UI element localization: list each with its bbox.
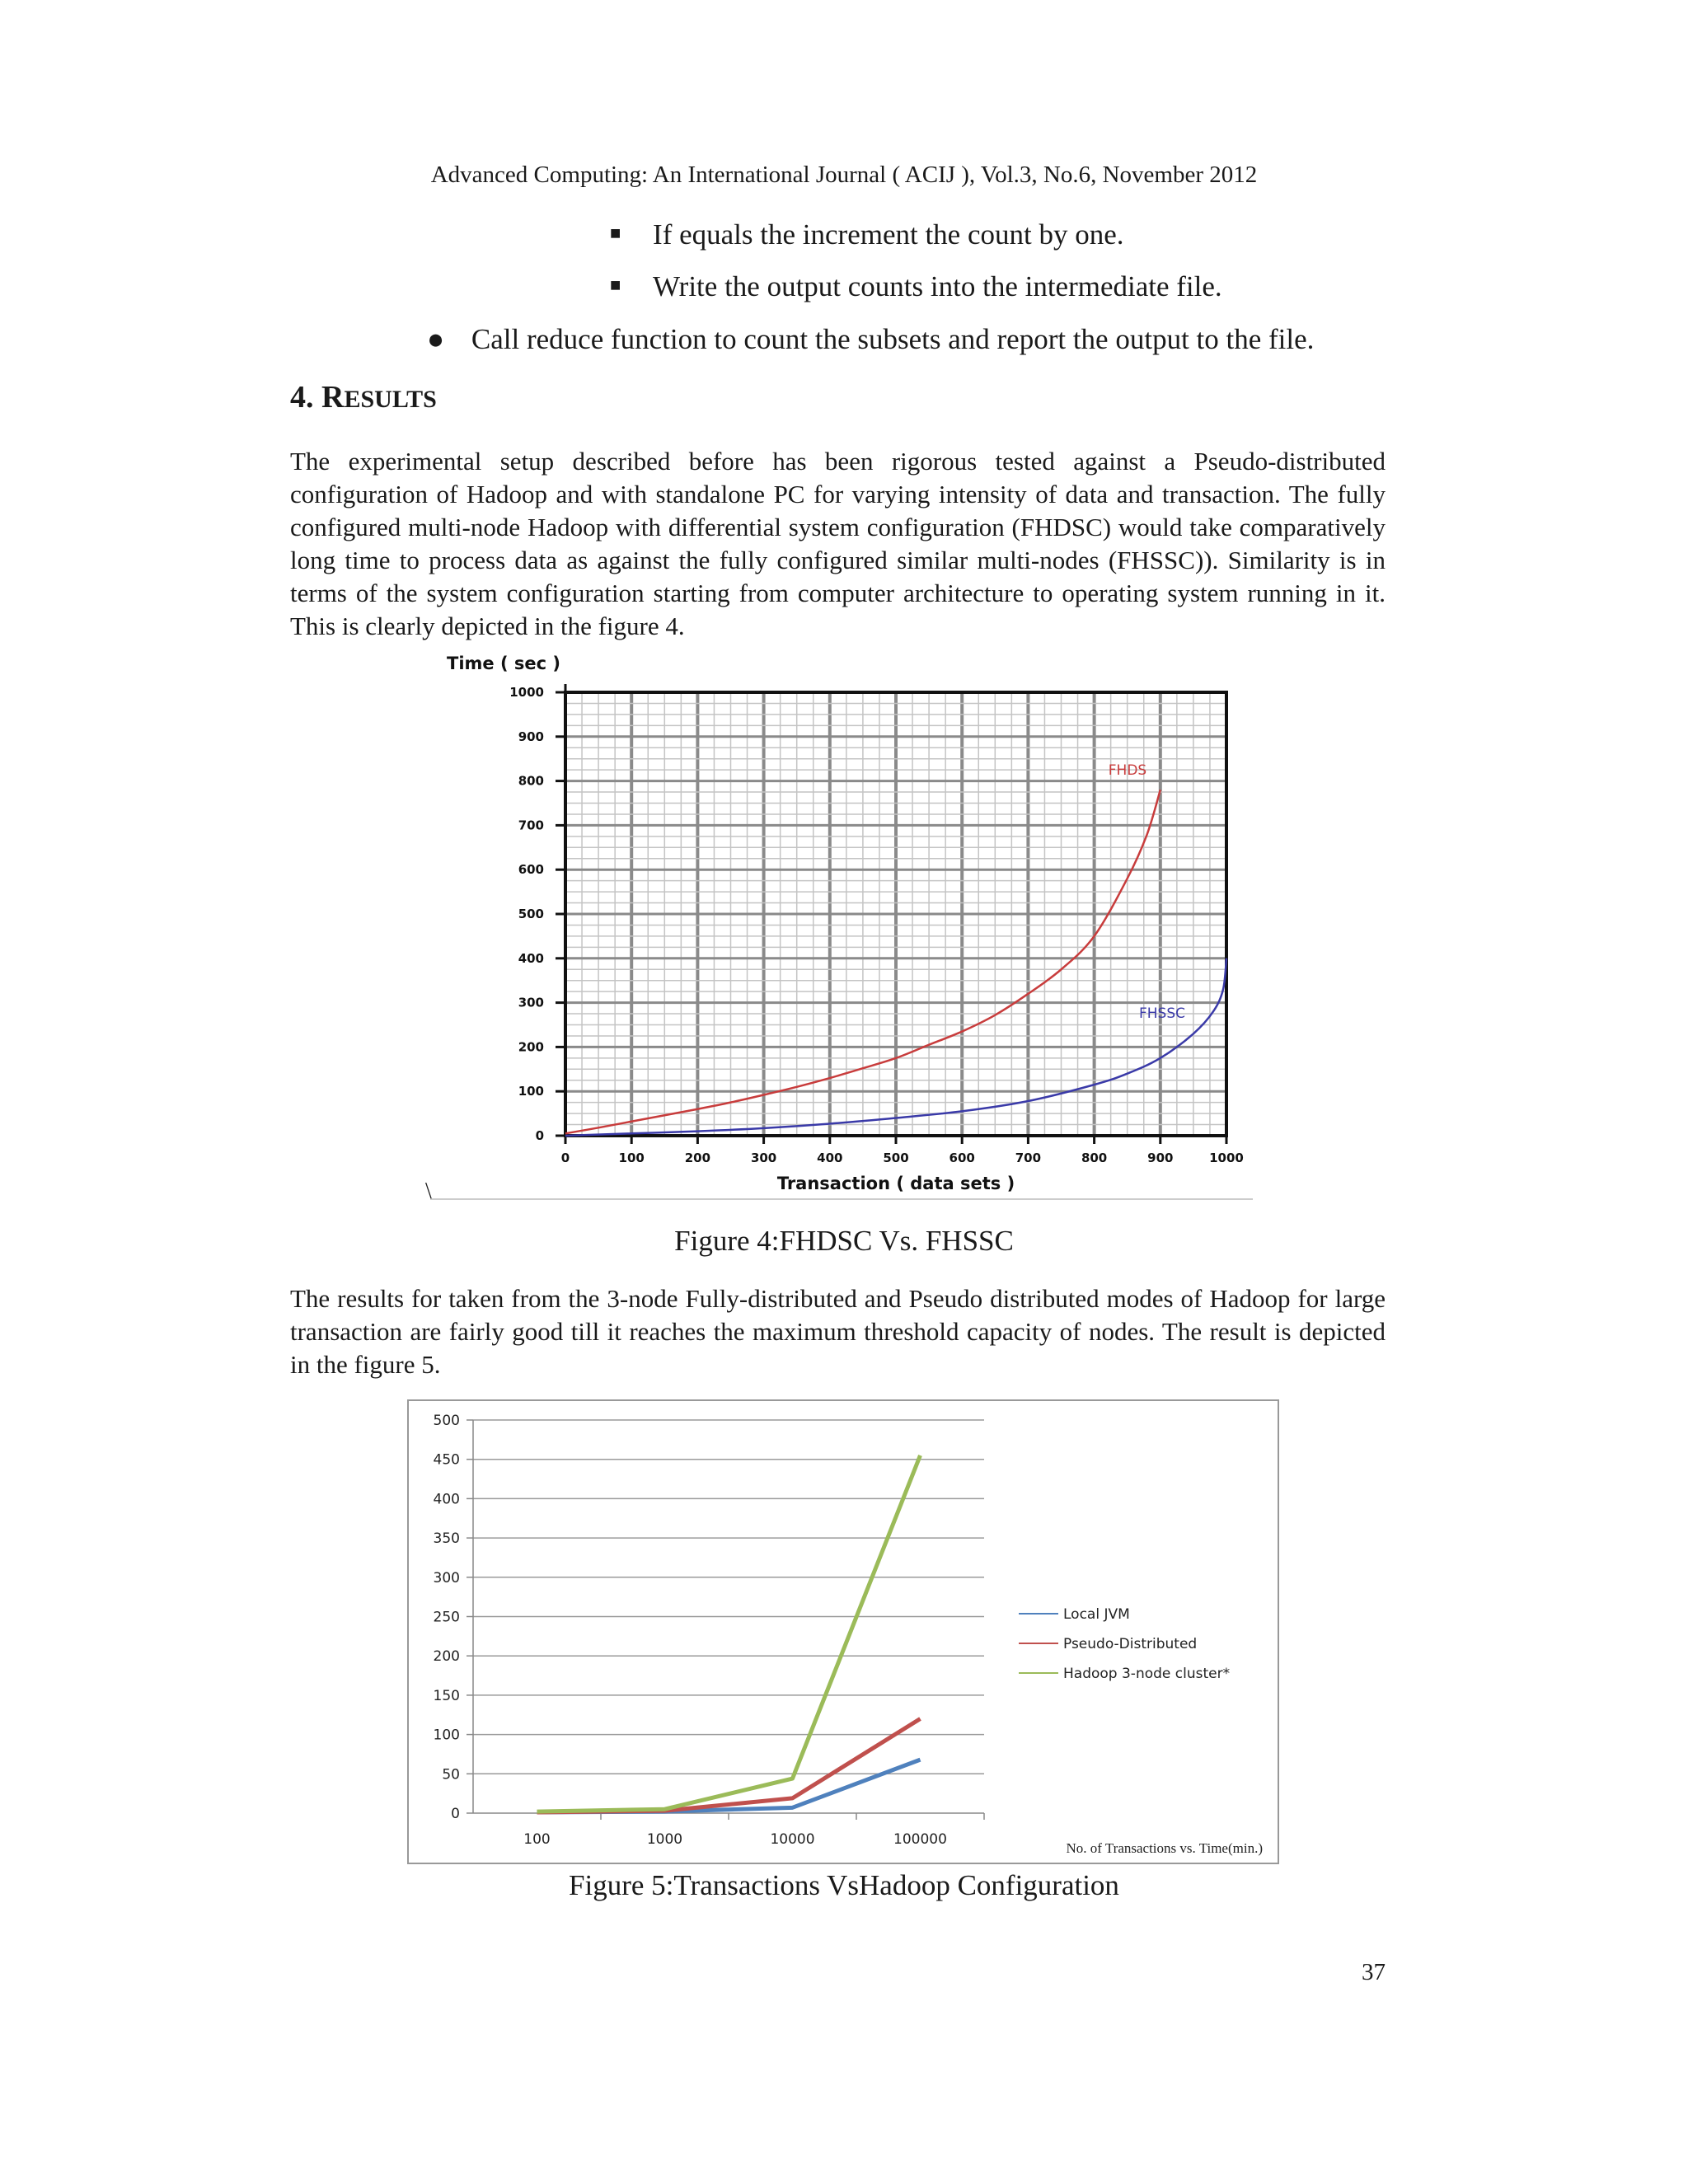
stray-mark: \ (425, 1179, 432, 1204)
figure-4-chart (412, 651, 1269, 1212)
x-tick-label: 500 (883, 1151, 909, 1165)
x-tick-label: 100 (523, 1831, 551, 1848)
square-bullet-icon: ■ (610, 223, 621, 243)
y-tick-label: 0 (535, 1128, 544, 1143)
figure-5-caption: Figure 5:Transactions VsHadoop Configuration (569, 1869, 1119, 1901)
y-tick-label: 450 (433, 1451, 460, 1469)
section-title-first: R (321, 380, 345, 415)
figure-4-caption: Figure 4:FHDSC Vs. FHSSC (674, 1225, 1014, 1257)
y-tick-label: 300 (518, 995, 544, 1010)
y-tick-label: 100 (518, 1084, 544, 1099)
y-tick-label: 400 (518, 950, 544, 966)
square-bullet-icon: ■ (610, 274, 621, 295)
sub-bullet-text: Write the output counts into the intermediate file. (653, 270, 1222, 302)
main-bullet-text: Call reduce function to count the subsets and report the output to the file. (471, 323, 1315, 355)
y-tick-label: 500 (433, 1413, 460, 1429)
y-tick-label: 300 (433, 1569, 460, 1586)
y-axis-label: Time ( sec ) (447, 654, 560, 673)
main-bullet (427, 323, 1314, 356)
y-tick-label: 150 (433, 1687, 460, 1704)
y-tick-label: 1000 (509, 685, 544, 700)
y-tick-label: 700 (518, 818, 544, 833)
x-tick-label: 600 (949, 1151, 975, 1165)
y-tick-label: 600 (518, 862, 544, 878)
y-tick-label: 800 (518, 773, 544, 789)
x-tick-label: 900 (1147, 1151, 1174, 1165)
y-tick-label: 250 (433, 1609, 460, 1626)
legend-label-pseudo-distributed: Pseudo-Distributed (1063, 1636, 1198, 1652)
y-tick-label: 400 (433, 1491, 460, 1508)
section-title-rest: ESULTS (344, 386, 437, 413)
x-axis-label: No. of Transactions vs. Time(min.) (1066, 1840, 1263, 1856)
y-tick-label: 200 (433, 1648, 460, 1666)
chart-border (408, 1400, 1278, 1863)
x-tick-label: 1000 (646, 1831, 683, 1848)
x-tick-label: 200 (684, 1151, 711, 1165)
sub-bullet-text: If equals the increment the count by one. (653, 218, 1124, 251)
y-tick-label: 0 (451, 1806, 460, 1822)
x-tick-label: 300 (750, 1151, 777, 1165)
section-heading (290, 379, 437, 415)
paragraph-1: The experimental setup described before has been rigorous tested against a Pseudo-distributed configuration of Hadoop and with standalone PC for varying intensity of data and transaction. The fully configured multi-node Hadoop with differential system configuration (FHDSC) would take comparatively long time to process data as against the fully configured similar multi-nodes (FHSSC)). Similarity is in terms of the system configuration starting from computer architecture to operating system running in it. This is clearly depicted in the figure 4. (290, 447, 1386, 640)
figure-5-chart (407, 1399, 1281, 1869)
x-tick-label: 100 (618, 1151, 645, 1165)
x-tick-label: 100000 (893, 1831, 947, 1848)
x-tick-label: 400 (817, 1151, 843, 1165)
paragraph-2: The results for taken from the 3-node Fully-distributed and Pseudo distributed modes of Hadoop for large transaction are fairly good till it reaches the maximum threshold capacity of nodes. The result is depicted in the figure 5. (290, 1284, 1386, 1379)
y-tick-label: 200 (518, 1039, 544, 1055)
page-number: 37 (1362, 1959, 1386, 1985)
sub-bullet-1 (610, 218, 1124, 251)
y-tick-label: 100 (433, 1727, 460, 1744)
x-tick-label: 10000 (770, 1831, 815, 1848)
series-label-fhssc: FHSSC (1138, 1005, 1186, 1022)
x-tick-label: 700 (1015, 1151, 1042, 1165)
section-number: 4. (290, 380, 314, 415)
series-label-fhds: FHDS (1108, 762, 1147, 779)
journal-header: Advanced Computing: An International Journal ( ACIJ ), Vol.3, No.6, November 2012 (430, 162, 1258, 188)
y-tick-label: 500 (518, 907, 544, 921)
legend-label-hadoop-cluster: Hadoop 3-node cluster* (1063, 1666, 1231, 1682)
sub-bullet-2 (610, 270, 1222, 303)
x-tick-label: 1000 (1209, 1151, 1244, 1165)
x-axis-label: Transaction ( data sets ) (776, 1174, 1015, 1193)
y-tick-label: 900 (518, 729, 544, 744)
legend-label-local-jvm: Local JVM (1063, 1606, 1130, 1623)
round-bullet-icon: ● (427, 323, 445, 355)
y-tick-label: 350 (433, 1530, 460, 1548)
grid-lines (565, 692, 1226, 1136)
y-tick-label: 50 (442, 1766, 460, 1783)
x-tick-label: 0 (560, 1151, 570, 1165)
x-tick-label: 800 (1081, 1151, 1108, 1165)
